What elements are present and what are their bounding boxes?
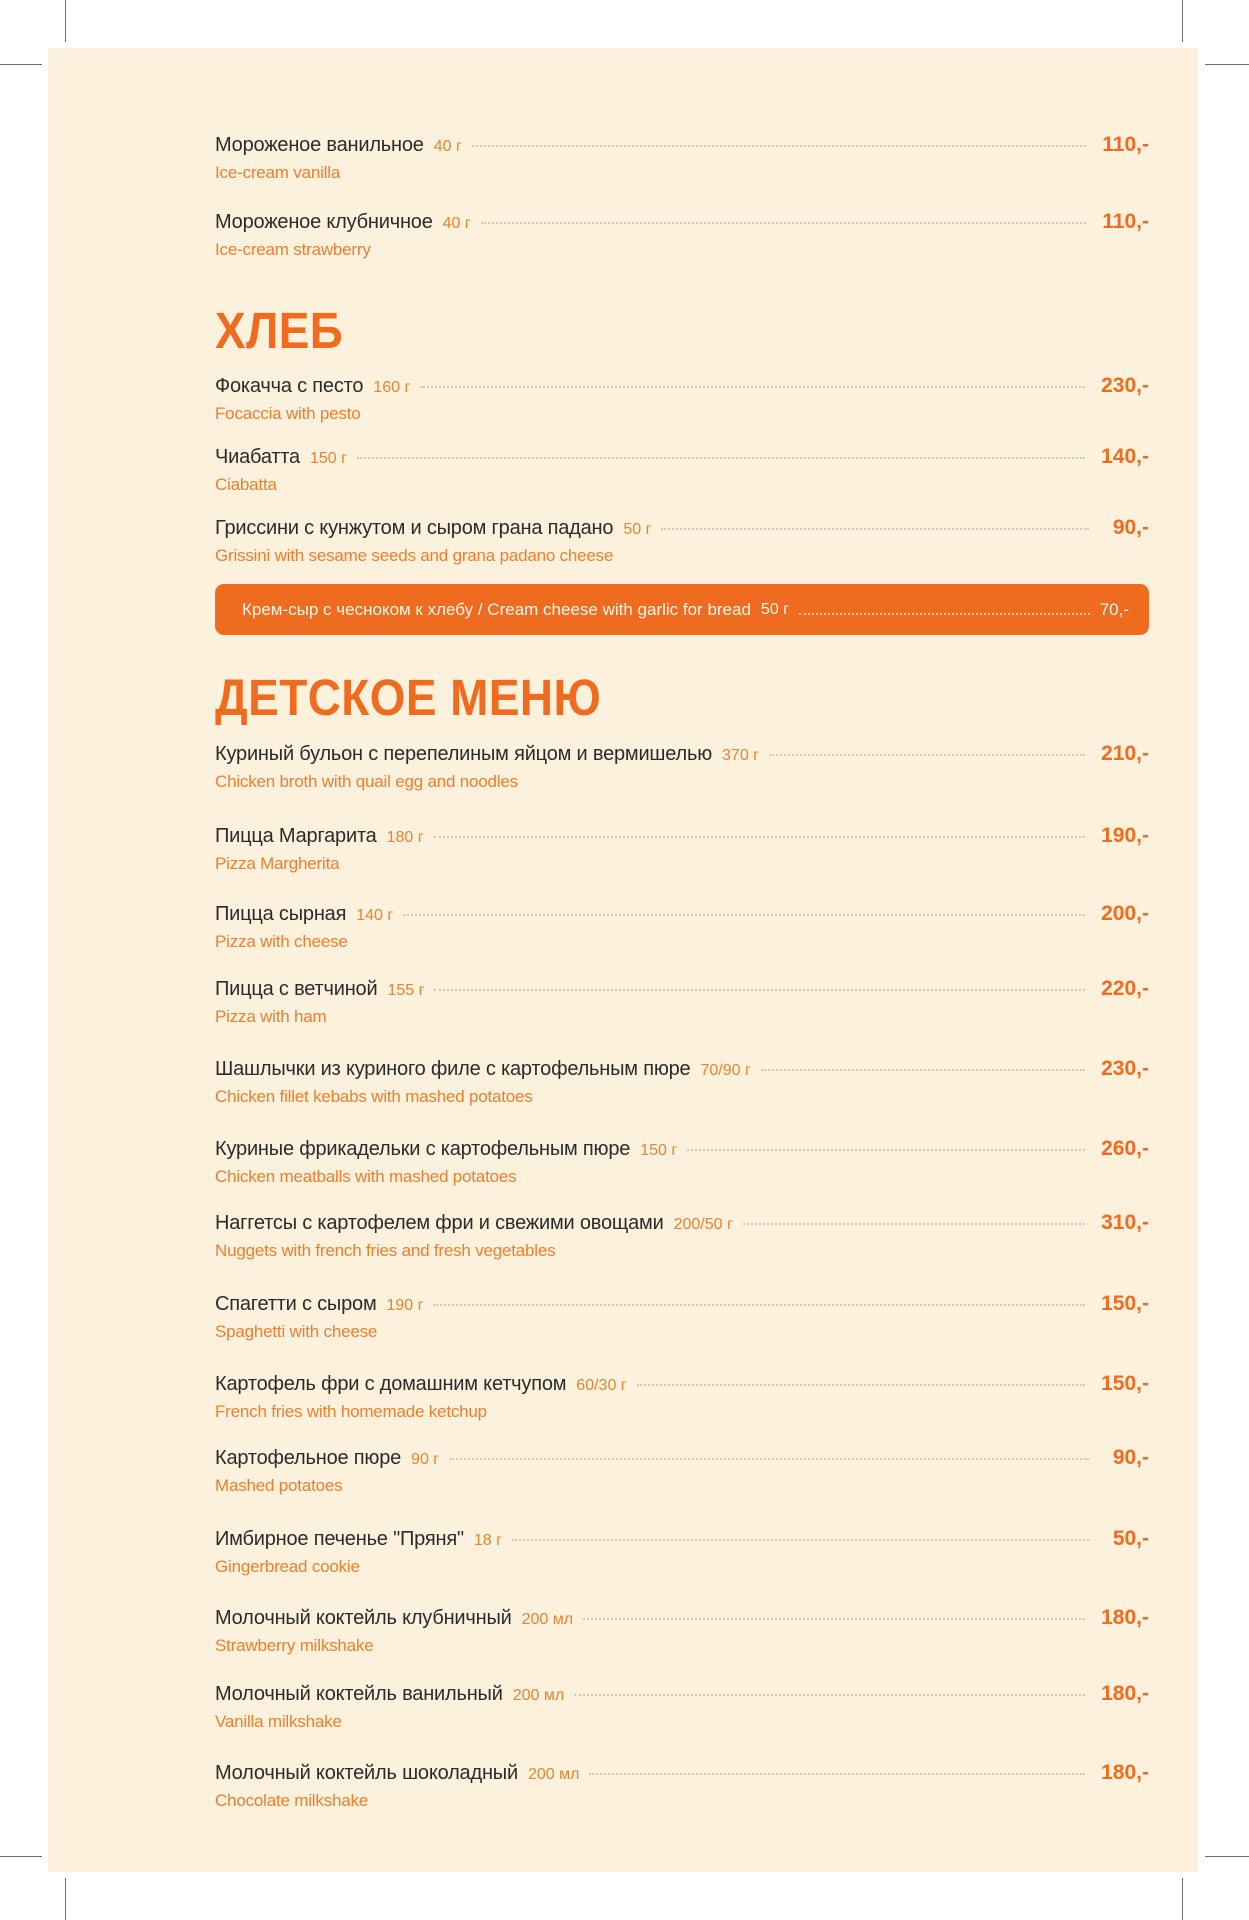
item-price: 110,-	[1102, 210, 1149, 233]
item-name-ru: Молочный коктейль ванильный	[215, 1683, 503, 1705]
item-price: 260,-	[1101, 1137, 1149, 1160]
item-name-en: Pizza with cheese	[215, 932, 348, 951]
item-name-ru: Куриный бульон с перепелиным яйцом и вермишелью	[215, 743, 713, 765]
menu-item	[215, 1057, 1149, 1107]
dot-leader	[589, 1773, 1085, 1775]
dot-leader	[434, 989, 1085, 991]
menu-item	[215, 210, 1149, 260]
item-weight: 200/50 г	[673, 1216, 733, 1233]
item-name-ru: Молочный коктейль шоколадный	[215, 1762, 518, 1784]
dot-leader	[357, 457, 1085, 459]
menu-item	[215, 1606, 1149, 1656]
item-price: 180,-	[1101, 1606, 1149, 1629]
crop-mark	[0, 1856, 42, 1857]
item-price: 50,-	[1112, 1527, 1149, 1550]
item-name-en: Ice-cream vanilla	[215, 163, 341, 182]
dot-leader	[433, 1304, 1085, 1306]
menu-item	[215, 1446, 1149, 1496]
crop-mark	[1205, 64, 1249, 65]
item-name-en: Chicken broth with quail egg and noodles	[215, 772, 518, 791]
menu-item	[215, 516, 1149, 566]
item-name-en: Ciabatta	[215, 475, 277, 494]
item-name-ru: Чиабатта	[215, 446, 300, 468]
item-price: 230,-	[1101, 374, 1149, 397]
menu-item	[215, 1682, 1149, 1732]
item-price: 200,-	[1101, 902, 1149, 925]
item-name-ru: Куриные фрикадельки с картофельным пюре	[215, 1138, 631, 1160]
item-name-en: Spaghetti with cheese	[215, 1322, 378, 1341]
item-price: 150,-	[1101, 1292, 1149, 1315]
item-weight: 70/90 г	[700, 1062, 751, 1079]
dot-leader	[420, 386, 1085, 388]
item-price: 110,-	[1102, 133, 1149, 156]
dot-leader	[583, 1618, 1085, 1620]
item-price: 180,-	[1101, 1761, 1149, 1784]
item-price: 210,-	[1101, 742, 1149, 765]
item-weight: 200 мл	[512, 1687, 565, 1704]
dot-leader	[512, 1539, 1089, 1541]
item-name-ru: Имбирное печенье "Пряня"	[215, 1528, 464, 1550]
dot-leader	[761, 1069, 1085, 1071]
item-name-ru: Пицца сырная	[215, 903, 347, 925]
crop-mark	[1182, 1878, 1183, 1920]
menu-item	[215, 1137, 1149, 1187]
item-name-en: Vanilla milkshake	[215, 1712, 342, 1731]
item-name-ru: Шашлычки из куриного филе с картофельным пюре	[215, 1058, 691, 1080]
item-weight: 50 г	[623, 521, 652, 538]
item-weight: 190 г	[386, 1297, 424, 1314]
item-weight: 155 г	[387, 982, 425, 999]
item-price: 90,-	[1112, 1446, 1149, 1469]
item-weight: 370 г	[722, 747, 760, 764]
dot-leader	[574, 1694, 1085, 1696]
item-name-en: Chocolate milkshake	[215, 1791, 369, 1810]
item-weight: 90 г	[411, 1451, 440, 1468]
menu-item	[215, 1527, 1149, 1577]
item-name-en: Pizza with ham	[215, 1007, 327, 1026]
item-weight: 150 г	[309, 450, 347, 467]
item-price: 310,-	[1101, 1211, 1149, 1234]
section-title-kids: ДЕТСКОЕ МЕНЮ	[215, 669, 602, 726]
crop-mark	[1182, 0, 1183, 42]
item-weight: 180 г	[386, 829, 424, 846]
menu-item	[215, 824, 1149, 874]
menu-item	[215, 742, 1149, 792]
item-name-en: Ice-cream strawberry	[215, 240, 371, 259]
highlight-price: 70,-	[1099, 599, 1129, 619]
item-name-en: Gingerbread cookie	[215, 1557, 360, 1576]
menu-item	[215, 902, 1149, 952]
item-name-ru: Наггетсы с картофелем фри и свежими овощами	[215, 1212, 664, 1234]
item-price: 140,-	[1101, 445, 1149, 468]
item-name-en: Mashed potatoes	[215, 1476, 343, 1495]
menu-item	[215, 1211, 1149, 1261]
crop-mark	[65, 0, 66, 42]
item-name-ru: Картофельное пюре	[215, 1447, 402, 1469]
dot-leader	[799, 613, 1090, 615]
menu-item	[215, 374, 1149, 424]
dot-leader	[743, 1223, 1085, 1225]
dot-leader	[472, 145, 1087, 147]
item-price: 230,-	[1101, 1057, 1149, 1080]
item-weight: 160 г	[373, 379, 411, 396]
item-name-en: Chicken fillet kebabs with mashed potatoes	[215, 1087, 533, 1106]
item-name-en: Focaccia with pesto	[215, 404, 361, 423]
item-name-en: Strawberry milkshake	[215, 1636, 374, 1655]
menu-item	[215, 1372, 1149, 1422]
highlight-text: Крем-сыр с чесноком к хлебу / Cream cheese with garlic for bread	[242, 599, 751, 619]
crop-mark	[0, 64, 42, 65]
section-title-bread: ХЛЕБ	[215, 302, 344, 359]
dot-leader	[637, 1384, 1086, 1386]
item-name-ru: Спагетти с сыром	[215, 1293, 377, 1315]
item-name-ru: Пицца Маргарита	[215, 825, 377, 847]
item-name-ru: Картофель фри с домашним кетчупом	[215, 1373, 567, 1395]
menu-item	[215, 445, 1149, 495]
item-price: 220,-	[1101, 977, 1149, 1000]
menu-item	[215, 133, 1149, 183]
item-weight: 40 г	[433, 138, 462, 155]
dot-leader	[661, 528, 1089, 530]
dot-leader	[403, 914, 1085, 916]
item-name-ru: Мороженое ванильное	[215, 134, 424, 156]
dot-leader	[434, 836, 1086, 838]
crop-mark	[1205, 1856, 1249, 1857]
menu-item	[215, 1292, 1149, 1342]
item-weight: 18 г	[473, 1532, 502, 1549]
item-name-en: Pizza Margherita	[215, 854, 340, 873]
crop-mark	[65, 1878, 66, 1920]
item-name-ru: Мороженое клубничное	[215, 211, 433, 233]
item-name-ru: Гриссини с кунжутом и сыром грана падано	[215, 517, 614, 539]
item-price: 190,-	[1101, 824, 1149, 847]
dot-leader	[481, 222, 1087, 224]
item-name-ru: Пицца с ветчиной	[215, 978, 378, 1000]
item-weight: 200 мл	[527, 1766, 580, 1783]
item-price: 90,-	[1112, 516, 1149, 539]
dot-leader	[769, 754, 1085, 756]
menu-item	[215, 1761, 1149, 1811]
dot-leader	[449, 1458, 1089, 1460]
item-name-en: French fries with homemade ketchup	[215, 1402, 487, 1421]
item-weight: 200 мл	[521, 1611, 574, 1628]
item-name-en: Grissini with sesame seeds and grana padano cheese	[215, 546, 614, 565]
item-price: 150,-	[1101, 1372, 1149, 1395]
item-weight: 140 г	[356, 907, 394, 924]
item-name-en: Chicken meatballs with mashed potatoes	[215, 1167, 517, 1186]
menu-item	[215, 977, 1149, 1027]
item-price: 180,-	[1101, 1682, 1149, 1705]
item-weight: 60/30 г	[576, 1377, 627, 1394]
item-name-ru: Молочный коктейль клубничный	[215, 1607, 512, 1629]
item-weight: 150 г	[640, 1142, 678, 1159]
item-name-ru: Фокачча с песто	[215, 375, 364, 397]
highlight-weight: 50 г	[760, 600, 789, 618]
dot-leader	[687, 1149, 1085, 1151]
item-name-en: Nuggets with french fries and fresh vegetables	[215, 1241, 556, 1260]
highlight-banner	[215, 584, 1149, 635]
item-weight: 40 г	[442, 215, 471, 232]
